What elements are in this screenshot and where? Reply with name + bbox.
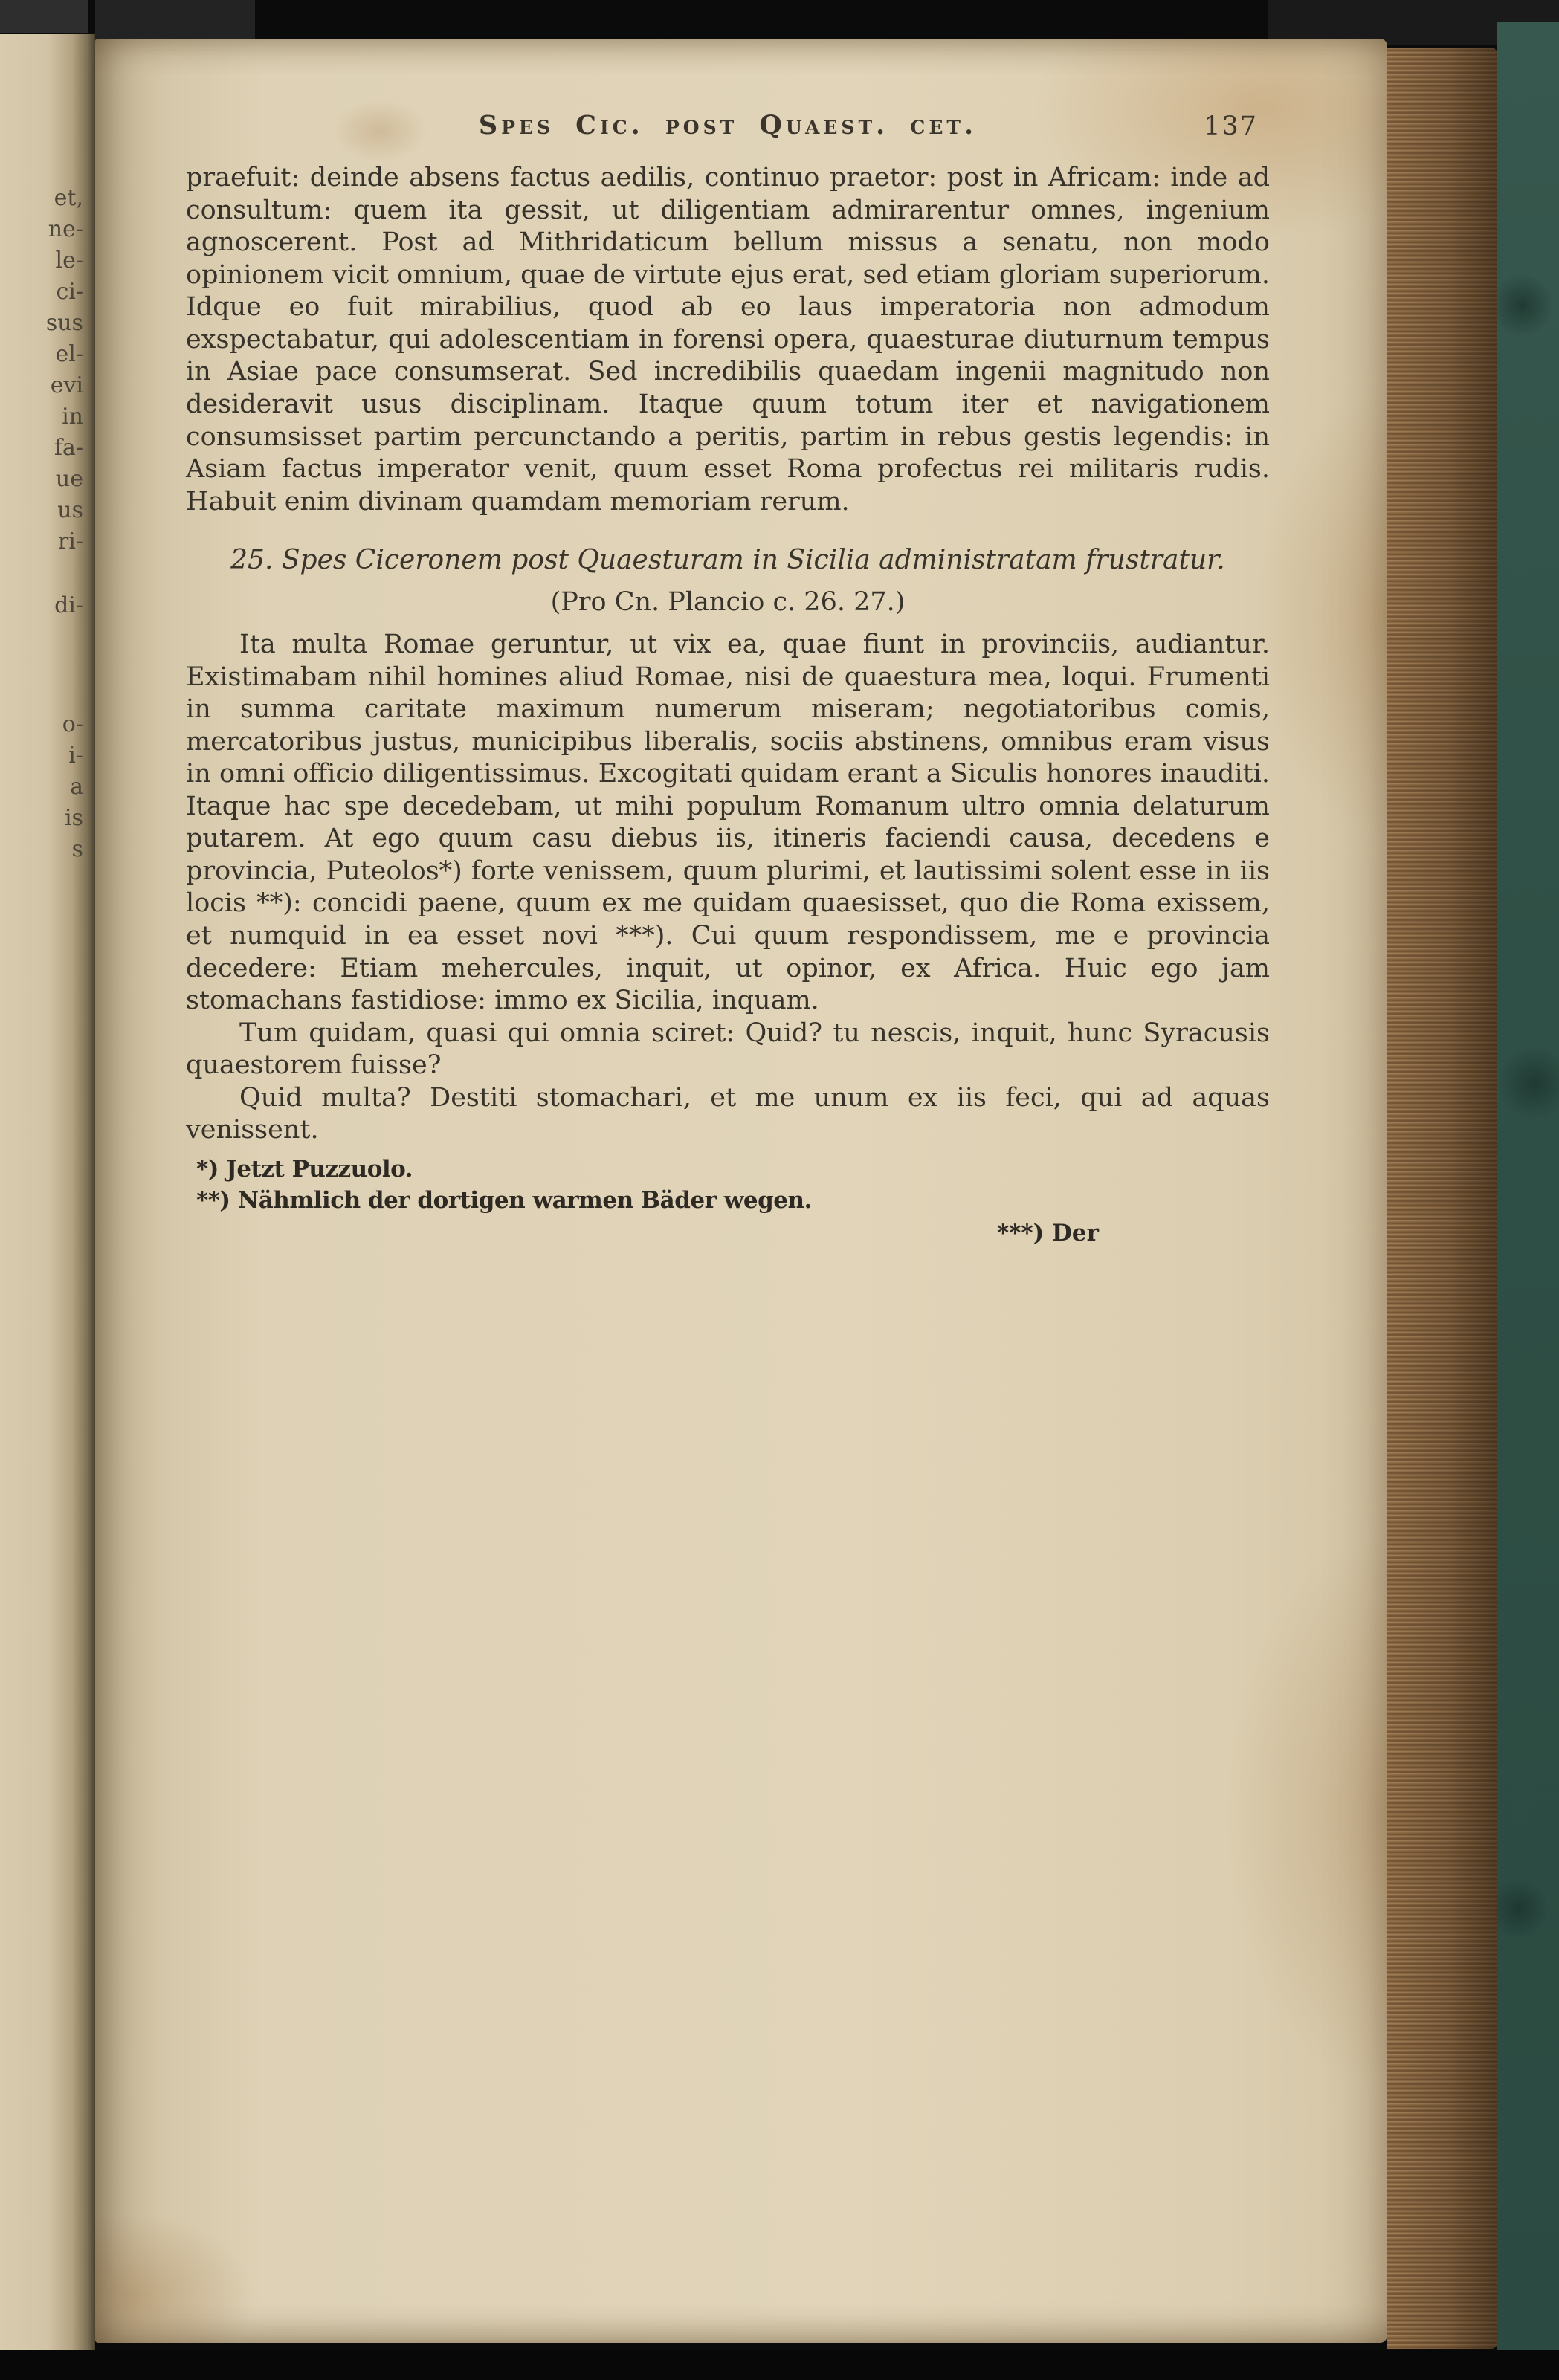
text-fragment: le-: [55, 248, 83, 274]
text-fragment: a: [70, 774, 83, 800]
page-number: 137: [1204, 111, 1258, 141]
text-fragment: is: [65, 805, 83, 831]
text-fragment: sus: [45, 310, 83, 336]
text-fragment: di-: [54, 592, 83, 618]
book-cover-edge: [1497, 22, 1559, 2380]
book-page: [95, 39, 1387, 2343]
text-fragment: ci-: [56, 279, 83, 305]
footnotes: [186, 1154, 1270, 1217]
body-paragraph: Quid multa? Destiti stomachari, et me unum ex iis feci, qui ad aquas venissent.: [186, 1082, 1270, 1145]
book-fore-edge: [1387, 48, 1497, 2349]
citation-line: (Pro Cn. Plancio c. 26. 27.): [550, 586, 906, 617]
footnote: *) Jetzt Puzzuolo.: [196, 1155, 413, 1183]
catchword: ***) Der: [996, 1219, 1099, 1246]
text-fragment: ri-: [57, 528, 83, 554]
text-fragment: in: [62, 404, 83, 430]
text-fragment: fa-: [54, 435, 83, 461]
text-fragment: evi: [50, 372, 83, 398]
section-heading: [186, 543, 1270, 578]
text-fragment: ne-: [48, 216, 83, 242]
running-title: Spes Cic. post Quaest. cet.: [478, 110, 978, 140]
text-fragment: s: [71, 836, 83, 862]
section-number: 25.: [230, 545, 274, 576]
text-fragment: el-: [55, 341, 83, 367]
body-paragraph: Tum quidam, quasi qui omnia sciret: Quid? tu nescis, inquit, hunc Syracusis quaestorem fuisse?: [186, 1018, 1270, 1081]
scan-background-patch: [0, 0, 88, 33]
text-fragment: us: [57, 497, 83, 523]
section-title: Spes Ciceronem post Quaesturam in Sicilia administratam frustratur.: [281, 545, 1225, 576]
footnote: **) Nähmlich der dortigen warmen Bäder wegen.: [196, 1186, 812, 1214]
page-header: [186, 110, 1270, 147]
facing-page-text-fragments: [46, 183, 83, 865]
body-paragraph: Ita multa Romae geruntur, ut vix ea, quae fiunt in provinciis, audiantur. Existimabam nihil homines aliud Romae, nisi de quaestura mea, loqui. Frumenti in summa caritate maximum numerum miseram; negotiatoribus comis, mercatoribus justus, municipibus liberalis, sociis abstinens, omnibus eram visus in omni officio diligentissimus. Excogitati quidam erant a Siculis honores inauditi. Itaque hac spe decedebam, ut mihi populum Romanum ultro omnia delaturum putarem. At ego quum casu diebus iis, itineris faciendi causa, decedens e provincia, Puteolos*) forte venissem, quum plurimi, et lautissimi solent esse in iis locis **): concidi paene, quum ex me quidam quaesisset, quo die Roma exissem, et numquid in ea esset novi ***). Cui quum respondissem, me e provincia decedere: Etiam mehercules, inquit, ut opinor, ex Africa. Huic ego jam stomachans fastidiose: immo ex Sicilia, inquam.: [186, 629, 1270, 1016]
text-fragment: et,: [54, 185, 83, 211]
text-fragment: ue: [55, 466, 83, 492]
text-fragment: o-: [62, 711, 83, 737]
body-paragraph-continued: praefuit: deinde absens factus aedilis, continuo praetor: post in Africam: inde ad consultum: quem ita gessit, ut diligentiam admirarentur omnes, ingenium agnoscerent. Post ad Mithridaticum bellum missus a senatu, non modo opinionem vicit omnium, quae de virtute ejus erat, sed etiam gloriam superiorum. Idque eo fuit mirabilius, quod ab eo laus imperatoria non admodum exspectabatur, qui adolescentiam in forensi opera, quaesturae diuturnum tempus in Asiae pace consumserat. Sed incredibilis quaedam ingenii magnitudo non desideravit usus disciplinam. Itaque quum totum iter et navigationem consumsisset partim percunctando a peritis, partim in rebus gestis legendis: in Asiam factus imperator venit, quum esset Roma profectus rei militaris rudis. Habuit enim divinam quamdam memoriam rerum.: [186, 163, 1270, 517]
text-fragment: i-: [68, 743, 83, 769]
page-content: [95, 39, 1387, 2343]
scan-background-patch: [0, 2350, 1559, 2380]
facing-page-edge: [0, 34, 95, 2350]
